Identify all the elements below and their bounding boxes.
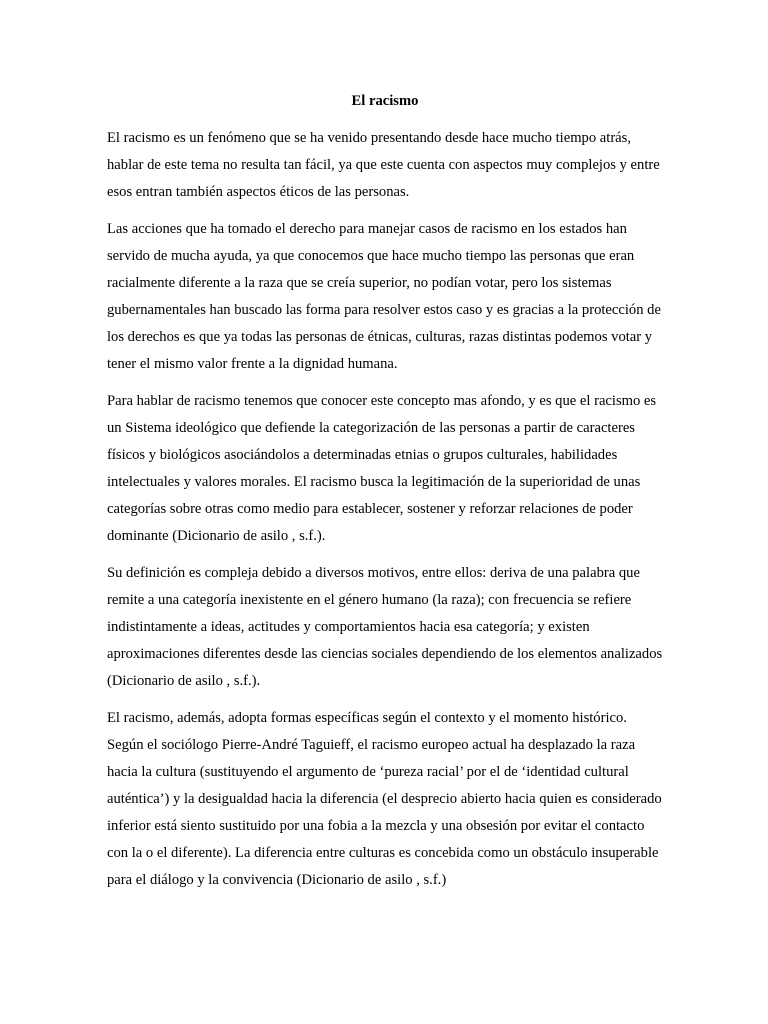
paragraph-complexity: Su definición es compleja debido a diversos motivos, entre ellos: deriva de una palabra que remite a una categoría inexistente en el género humano (la raza); con frecuencia se refiere indistintamente a ideas, actitudes y comportamientos hacia esa categoría; y existen aproximaciones diferentes desde las ciencias sociales dependiendo de los elementos analizados (Dicionario de asilo , s.f.). (107, 565, 663, 689)
document-body (107, 88, 663, 904)
paragraph-cultural-racism: El racismo, además, adopta formas específicas según el contexto y el momento histórico. Según el sociólogo Pierre-André Taguieff, el racismo europeo actual ha desplazado la raza hacia la cultura (sustituyendo el argumento de ‘pureza racial’ por el de ‘identidad cultural auténtica’) y la desigualdad hacia la diferencia (el desprecio abierto hacia quien es considerado inferior está siento sustituido por una fobia a la mezcla y una obsesión por evitar el contacto con la o el diferente). La diferencia entre culturas es concebida como un obstáculo insuperable para el diálogo y la convivencia (Dicionario de asilo , s.f.) (107, 710, 662, 888)
paragraph-definition-concept: Para hablar de racismo tenemos que conocer este concepto mas afondo, y es que el racismo es un Sistema ideológico que defiende la categorización de las personas a partir de caracteres físicos y biológicos asociándolos a determinadas etnias o grupos culturales, habilidades intelectuales y valores morales. El racismo busca la legitimación de la superioridad de unas categorías sobre otras como medio para establecer, sostener y reforzar relaciones de poder dominante (Dicionario de asilo , s.f.). (107, 393, 657, 544)
paragraph-law-actions: Las acciones que ha tomado el derecho para manejar casos de racismo en los estados han servido de mucha ayuda, ya que conocemos que hace mucho tiempo las personas que eran racialmente diferente a la raza que se creía superior, no podían votar, pero los sistemas gubernamentales han buscado las forma para resolver estos caso y es gracias a la protección de los derechos es que ya todas las personas de étnicas, culturas, razas distintas podemos votar y tener el mismo valor frente a la dignidad humana. (107, 221, 661, 372)
document-title: El racismo (351, 93, 419, 109)
paragraph-intro: El racismo es un fenómeno que se ha venido presentando desde hace mucho tiempo atrás, hablar de este tema no resulta tan fácil, ya que este cuenta con aspectos muy complejos y entre esos entran también aspectos éticos de las personas. (107, 130, 660, 200)
